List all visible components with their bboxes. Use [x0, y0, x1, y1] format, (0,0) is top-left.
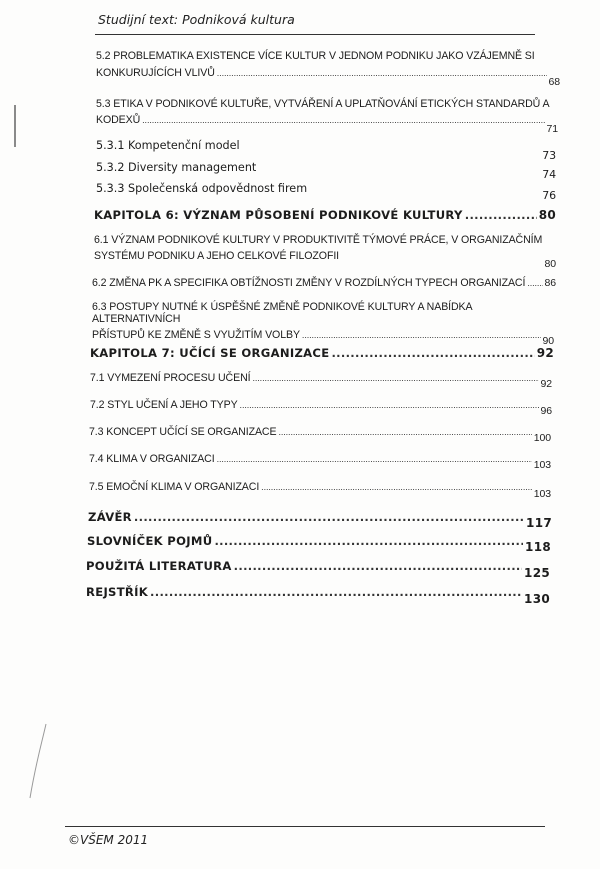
page-number: 80	[538, 208, 556, 222]
toc-entry-7-2[interactable]	[90, 399, 552, 417]
leader-dots	[150, 585, 522, 599]
toc-entry-title: 6.1 VÝZNAM PODNIKOVÉ KULTURY V PRODUKTIVITĚ TÝMOVÉ PRÁCE, V ORGANIZAČNÍM	[94, 234, 543, 246]
page-number: 103	[533, 488, 551, 500]
leader-dots	[142, 115, 544, 125]
page-number: 130	[524, 592, 550, 606]
toc-entry-6-1[interactable]	[94, 234, 556, 270]
leader-dots	[527, 278, 542, 288]
toc-entry-title: 7.1 VYMEZENÍ PROCESU UČENÍ	[90, 372, 251, 384]
toc-entry-5-3[interactable]	[96, 98, 558, 135]
toc-entry-5-3-3[interactable]	[96, 182, 556, 202]
leader-dots	[331, 346, 534, 360]
toc-entry-5-3-2[interactable]	[96, 161, 556, 181]
page-number: 80	[544, 258, 556, 270]
toc-entry-title: 5.3 ETIKA V PODNIKOVÉ KULTUŘE, VYTVÁŘENÍ A UPLATŇOVÁNÍ ETICKÝCH STANDARDŮ A	[96, 98, 550, 110]
toc-entry-6-3[interactable]	[92, 301, 554, 347]
toc-entry-title-cont: KODEXŮ	[96, 114, 141, 126]
toc-entry-title: 5.3.2 Diversity management	[96, 161, 257, 174]
page-number: 118	[525, 540, 551, 554]
toc-chapter-title: REJSTŘÍK	[86, 585, 149, 599]
toc-entry-title: 7.5 EMOČNÍ KLIMA V ORGANIZACI	[89, 481, 260, 493]
toc-entry-5-3-1[interactable]	[96, 139, 556, 162]
toc-entry-title-cont: KONKURUJÍCÍCH VLIVŮ	[96, 67, 215, 79]
toc-chapter-title: KAPITOLA 7: UČÍCÍ SE ORGANIZACE	[90, 346, 330, 360]
toc-entry-title: 6.2 ZMĚNA PK A SPECIFIKA OBTÍŽNOSTI ZMĚNY V ROZDÍLNÝCH TYPECH ORGANIZACÍ	[92, 277, 526, 289]
page-number: 96	[540, 405, 552, 417]
leader-dots	[302, 330, 541, 340]
toc-pouzita-literatura[interactable]	[86, 559, 550, 580]
leader-dots	[217, 454, 532, 464]
toc-entry-6-2[interactable]	[92, 277, 556, 289]
leader-dots	[465, 208, 537, 222]
footer-rule	[65, 826, 545, 827]
toc-entry-7-3[interactable]	[89, 426, 551, 444]
leader-dots	[217, 68, 547, 78]
page-number: 103	[533, 459, 551, 471]
page-number: 73	[542, 149, 556, 162]
toc-entry-title-cont: SYSTÉMU PODNIKU A JEHO CELKOVÉ FILOZOFII	[94, 250, 340, 262]
toc-entry-title: 5.2 PROBLEMATIKA EXISTENCE VÍCE KULTUR V JEDNOM PODNIKU JAKO VZÁJEMNĚ SI	[96, 50, 535, 62]
leader-dots	[134, 510, 524, 524]
leader-dots	[240, 400, 539, 410]
page-number: 68	[548, 76, 560, 88]
toc-entry-title-cont: PŘÍSTUPŮ KE ZMĚNĚ S VYUŽITÍM VOLBY	[92, 329, 300, 341]
page-number: 100	[533, 432, 551, 444]
toc-entry-title: 7.2 STYL UČENÍ A JEHO TYPY	[90, 399, 238, 411]
toc-chapter-title: SLOVNÍČEK POJMŮ	[87, 534, 213, 548]
leader-dots	[252, 373, 538, 383]
toc-zaver[interactable]	[88, 510, 552, 530]
leader-dots	[214, 534, 523, 548]
page-number: 74	[542, 168, 556, 181]
toc-entry-title: 7.4 KLIMA V ORGANIZACI	[89, 453, 215, 465]
toc-chapter-title: KAPITOLA 6: VÝZNAM PŮSOBENÍ PODNIKOVÉ KULTURY	[94, 208, 463, 222]
leader-dots	[234, 559, 522, 573]
toc-chapter-7[interactable]	[90, 346, 554, 360]
page-number: 117	[526, 516, 552, 530]
pencil-stroke-mark	[26, 722, 56, 802]
toc-entry-7-5[interactable]	[89, 481, 551, 500]
toc-entry-7-1[interactable]	[90, 372, 552, 390]
toc-entry-title: 5.3.1 Kompetenční model	[96, 139, 240, 152]
toc-entry-7-4[interactable]	[89, 453, 551, 471]
page-number: 86	[544, 277, 556, 289]
toc-rejstrik[interactable]	[86, 585, 550, 606]
toc-slovnicek-pojmu[interactable]	[87, 534, 551, 554]
toc-entry-title: 5.3.3 Společenská odpovědnost firem	[96, 182, 308, 195]
toc-entry-5-2[interactable]	[96, 50, 560, 88]
toc-entry-title: 7.3 KONCEPT UČÍCÍ SE ORGANIZACE	[89, 426, 277, 438]
page-number: 90	[542, 335, 554, 347]
footer-copyright: ©VŠEM 2011	[68, 833, 149, 847]
toc-chapter-title: ZÁVĚR	[88, 510, 132, 524]
page-number: 71	[546, 123, 558, 135]
page-header-title: Studijní text: Podniková kultura	[98, 12, 295, 27]
page-number: 76	[542, 189, 556, 202]
page-number: 125	[524, 566, 550, 580]
toc-entry-title: 6.3 POSTUPY NUTNÉ K ÚSPĚŠNÉ ZMĚNĚ PODNIKOVÉ KULTURY A NABÍDKA ALTERNATIVNÍCH	[92, 301, 472, 325]
page-number: 92	[540, 378, 552, 390]
page-number: 92	[536, 346, 554, 360]
leader-dots	[261, 482, 532, 492]
toc-chapter-6[interactable]	[94, 208, 556, 222]
toc-chapter-title: POUŽITÁ LITERATURA	[86, 559, 232, 573]
leader-dots	[278, 427, 531, 437]
